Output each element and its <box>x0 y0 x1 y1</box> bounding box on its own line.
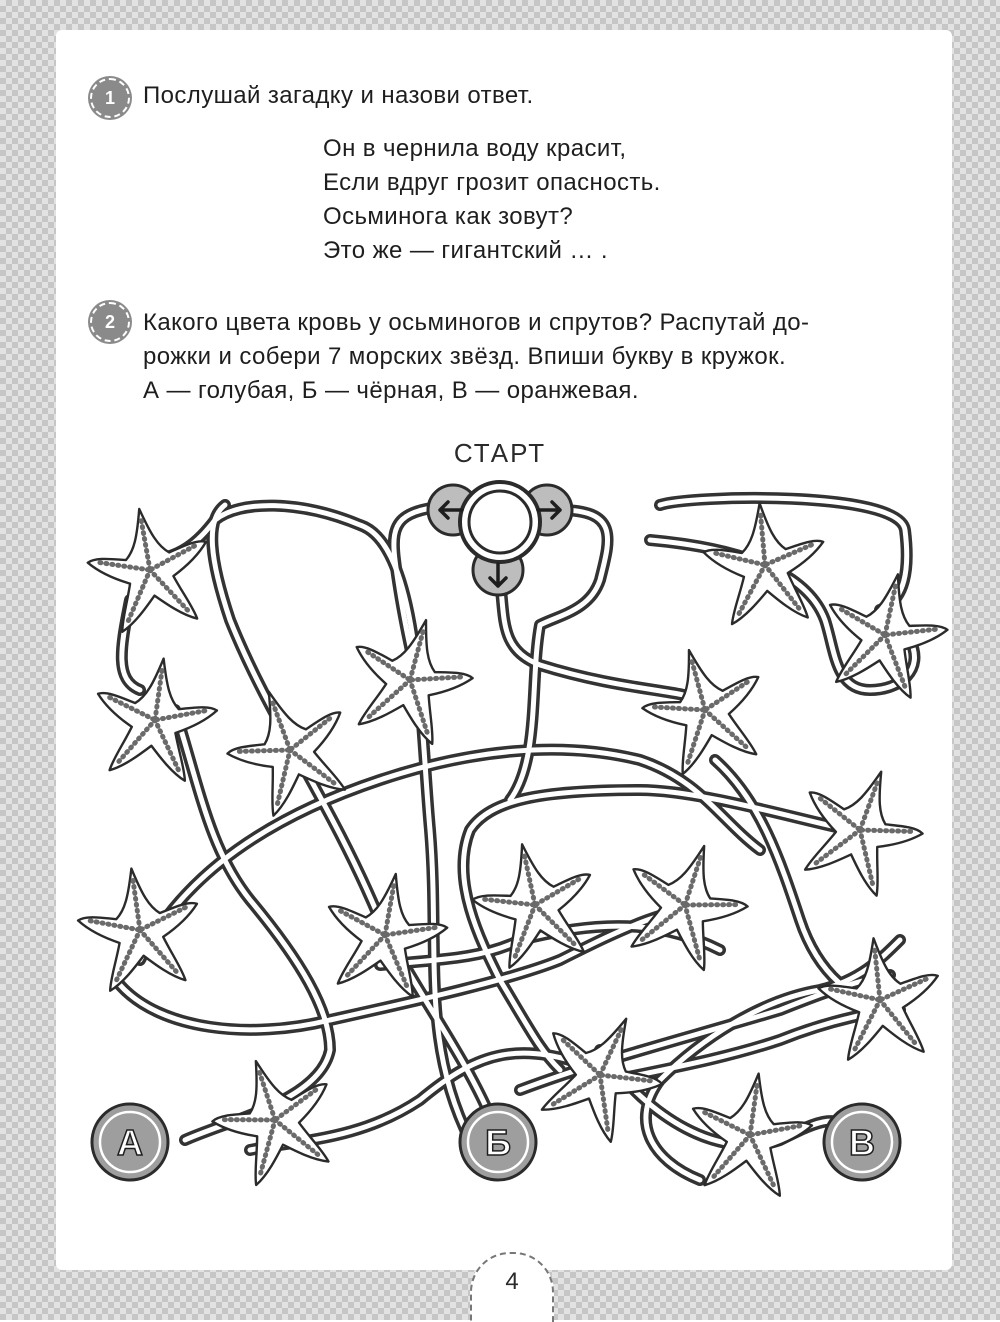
page-number: 4 <box>505 1268 519 1295</box>
poem-line-3: Осьминога как зовут? <box>323 203 574 230</box>
poem-line-4: Это же — гигантский … . <box>323 237 608 264</box>
task-number-1-label: 1 <box>104 87 115 108</box>
starfish-icon <box>611 827 762 976</box>
maze-start-node <box>428 482 572 595</box>
endpoint-a-label: А <box>117 1122 143 1163</box>
task-2-line-2: рожки и собери 7 морских звёзд. Впиши букву в кружок. <box>143 343 787 370</box>
maze-start-label: СТАРТ <box>453 438 547 468</box>
starfish-icon <box>700 498 830 626</box>
task-1-instruction: Послушай загадку и назови ответ. <box>143 82 534 109</box>
poem-line-1: Он в чернила воду красит, <box>323 135 627 162</box>
page-number-tab <box>470 1252 554 1322</box>
starfish-icon <box>631 635 777 780</box>
task-2-line-1: Какого цвета кровь у осьминогов и спрутов? Распутай до- <box>143 309 810 336</box>
task-number-2-label: 2 <box>104 311 115 332</box>
starfish-icon <box>814 932 946 1062</box>
endpoint-a <box>92 1104 168 1180</box>
starfish-icon <box>815 562 957 702</box>
starfish-icon <box>212 671 365 823</box>
starfish-icon <box>80 499 219 636</box>
endpoint-v <box>824 1104 900 1180</box>
starfish-icon <box>72 860 207 994</box>
poem-line-2: Если вдруг грозит опасность. <box>323 169 661 196</box>
starfish-icon <box>784 751 937 903</box>
task-2-line-3: А — голубая, Б — чёрная, В — оранжевая. <box>143 377 639 404</box>
endpoint-b-label: Б <box>485 1122 511 1163</box>
endpoint-v-label: В <box>849 1122 875 1163</box>
starfish-icon <box>88 650 223 784</box>
endpoint-b <box>460 1104 536 1180</box>
